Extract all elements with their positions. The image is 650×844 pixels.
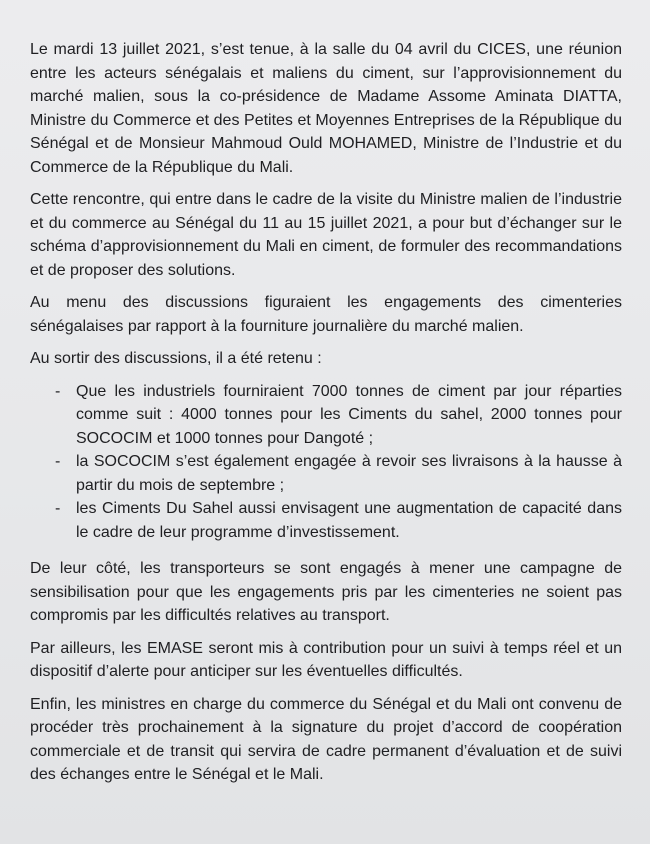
list-item bbox=[30, 497, 622, 544]
paragraph-discussion-agenda: Au menu des discussions figuraient les engagements des cimenteries sénégalaises par rapport à la fourniture journalière du marché malien. bbox=[30, 294, 622, 335]
list-item-text: Que les industriels fourniraient 7000 tonnes de ciment par jour réparties comme suit : 4000 tonnes pour les Ciments du sahel, 2000 tonnes pour SOCOCIM et 1000 tonnes pour Dangoté ; bbox=[76, 382, 622, 447]
list-item bbox=[30, 450, 622, 497]
paragraph-conclusion: Enfin, les ministres en charge du commerce du Sénégal et du Mali ont convenu de procéder très prochainement à la signature du projet d’accord de coopération commerciale et de transit qui servira de cadre permanent d’évaluation et de suivi des échanges entre le Sénégal et le Mali. bbox=[30, 695, 622, 783]
list-dash-marker: - bbox=[55, 382, 61, 400]
paragraph-visit-context: Cette rencontre, qui entre dans le cadre de la visite du Ministre malien de l’industrie et du commerce au Sénégal du 11 au 15 juillet 2021, a pour but d’échanger sur le schéma d’approvisionnement du Mali en ciment, de formuler des recommandations et de proposer des solutions. bbox=[30, 191, 622, 279]
paragraph-transporters: De leur côté, les transporteurs se sont engagés à mener une campagne de sensibilisation pour que les engagements pris par les cimenteries ne soient pas compromis par les difficultés relatives au transport. bbox=[30, 560, 622, 624]
paragraph-meeting-intro: Le mardi 13 juillet 2021, s’est tenue, à la salle du 04 avril du CICES, une réunion entre les acteurs sénégalais et maliens du ciment, sur l’approvisionnement du marché malien, sous la co-présidence de Madame Assome Aminata DIATTA, Ministre du Commerce et des Petites et Moyennes Entreprises de la République du Sénégal et de Monsieur Mahmoud Ould MOHAMED, Ministre de l’Industrie et du Commerce de la République du Mali. bbox=[30, 41, 622, 176]
paragraph-outcomes-intro: Au sortir des discussions, il a été retenu : bbox=[30, 350, 322, 367]
list-item-text: la SOCOCIM s’est également engagée à revoir ses livraisons à la hausse à partir du mois de septembre ; bbox=[76, 453, 622, 494]
paragraph-emase: Par ailleurs, les EMASE seront mis à contribution pour un suivi à temps réel et un dispositif d’alerte pour anticiper sur les éventuelles difficultés. bbox=[30, 639, 622, 680]
outcomes-list bbox=[30, 380, 622, 545]
list-dash-marker: - bbox=[55, 500, 61, 517]
list-dash-marker: - bbox=[55, 453, 61, 470]
document-body bbox=[30, 38, 622, 796]
list-item-text: les Ciments Du Sahel aussi envisagent une augmentation de capacité dans le cadre de leur programme d’investissement. bbox=[76, 500, 622, 541]
list-item bbox=[30, 380, 622, 451]
